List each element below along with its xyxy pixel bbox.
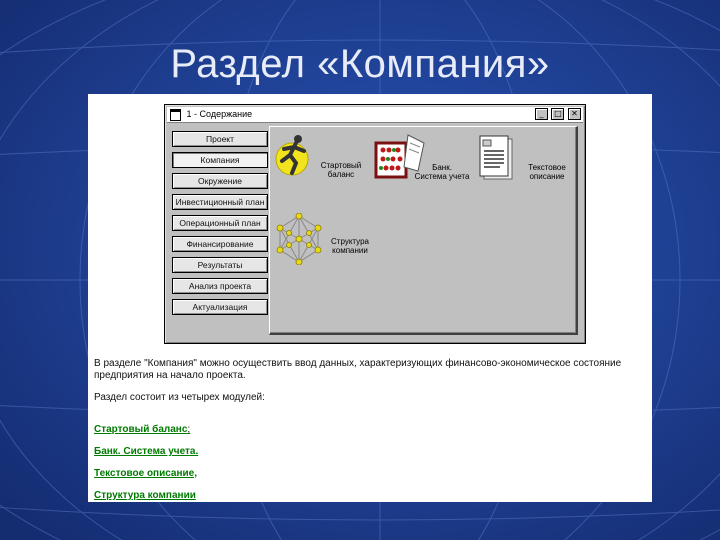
module-bank[interactable] [374, 133, 470, 185]
document-icon [476, 133, 516, 183]
module-company-structure-label: Структура компании [331, 237, 369, 255]
sidebar-item-operating-plan[interactable]: Операционный план [172, 215, 268, 231]
network-icon [274, 213, 324, 265]
sidebar-item-company[interactable]: Компания [172, 152, 268, 168]
sidebar-item-financing[interactable]: Финансирование [172, 236, 268, 252]
link-bank-accounting[interactable]: Банк. Система учета. [94, 446, 199, 457]
runner-icon [272, 133, 316, 177]
section-description [94, 358, 648, 404]
module-bank-label: Банк. Система учета [414, 163, 470, 181]
module-company-structure[interactable] [274, 213, 374, 271]
sidebar-item-update[interactable]: Актуализация [172, 299, 268, 315]
sidebar-item-results[interactable]: Результаты [172, 257, 268, 273]
sidebar-item-environment[interactable]: Окружение [172, 173, 268, 189]
module-start-balance[interactable] [272, 133, 368, 185]
link-suffix: ; [187, 424, 191, 435]
modules-panel [269, 126, 578, 335]
contents-window [164, 104, 586, 344]
window-title: 1 - Содержание [186, 109, 253, 119]
section-sidebar [172, 131, 268, 320]
module-text-description[interactable] [476, 133, 574, 185]
sidebar-item-project-analysis[interactable]: Анализ проекта [172, 278, 268, 294]
sidebar-item-investment-plan[interactable]: Инвестиционный план [172, 194, 268, 210]
module-text-description-label: Текстовое описание [528, 163, 566, 181]
modules-intro: Раздел состоит из четырех модулей: [94, 392, 265, 403]
window-titlebar[interactable] [167, 107, 583, 123]
window-app-icon [170, 109, 181, 121]
sidebar-item-project[interactable]: Проект [172, 131, 268, 147]
minimize-button[interactable]: _ [535, 108, 548, 120]
description-paragraph: В разделе "Компания" можно осуществить ввод данных, характеризующих финансово-экономическое состояние предприятия на начало проекта. [94, 358, 622, 381]
link-text-description[interactable]: Текстовое описание, [94, 468, 198, 479]
close-button[interactable]: ✕ [568, 108, 581, 120]
link-start-balance[interactable]: Стартовый баланс; [94, 424, 191, 435]
slide-title: Раздел «Компания» [170, 42, 550, 86]
maximize-button[interactable]: □ [551, 108, 564, 120]
content-area [88, 94, 652, 502]
link-company-structure[interactable]: Структура компании [94, 490, 196, 501]
module-start-balance-label: Стартовый баланс [320, 161, 362, 179]
